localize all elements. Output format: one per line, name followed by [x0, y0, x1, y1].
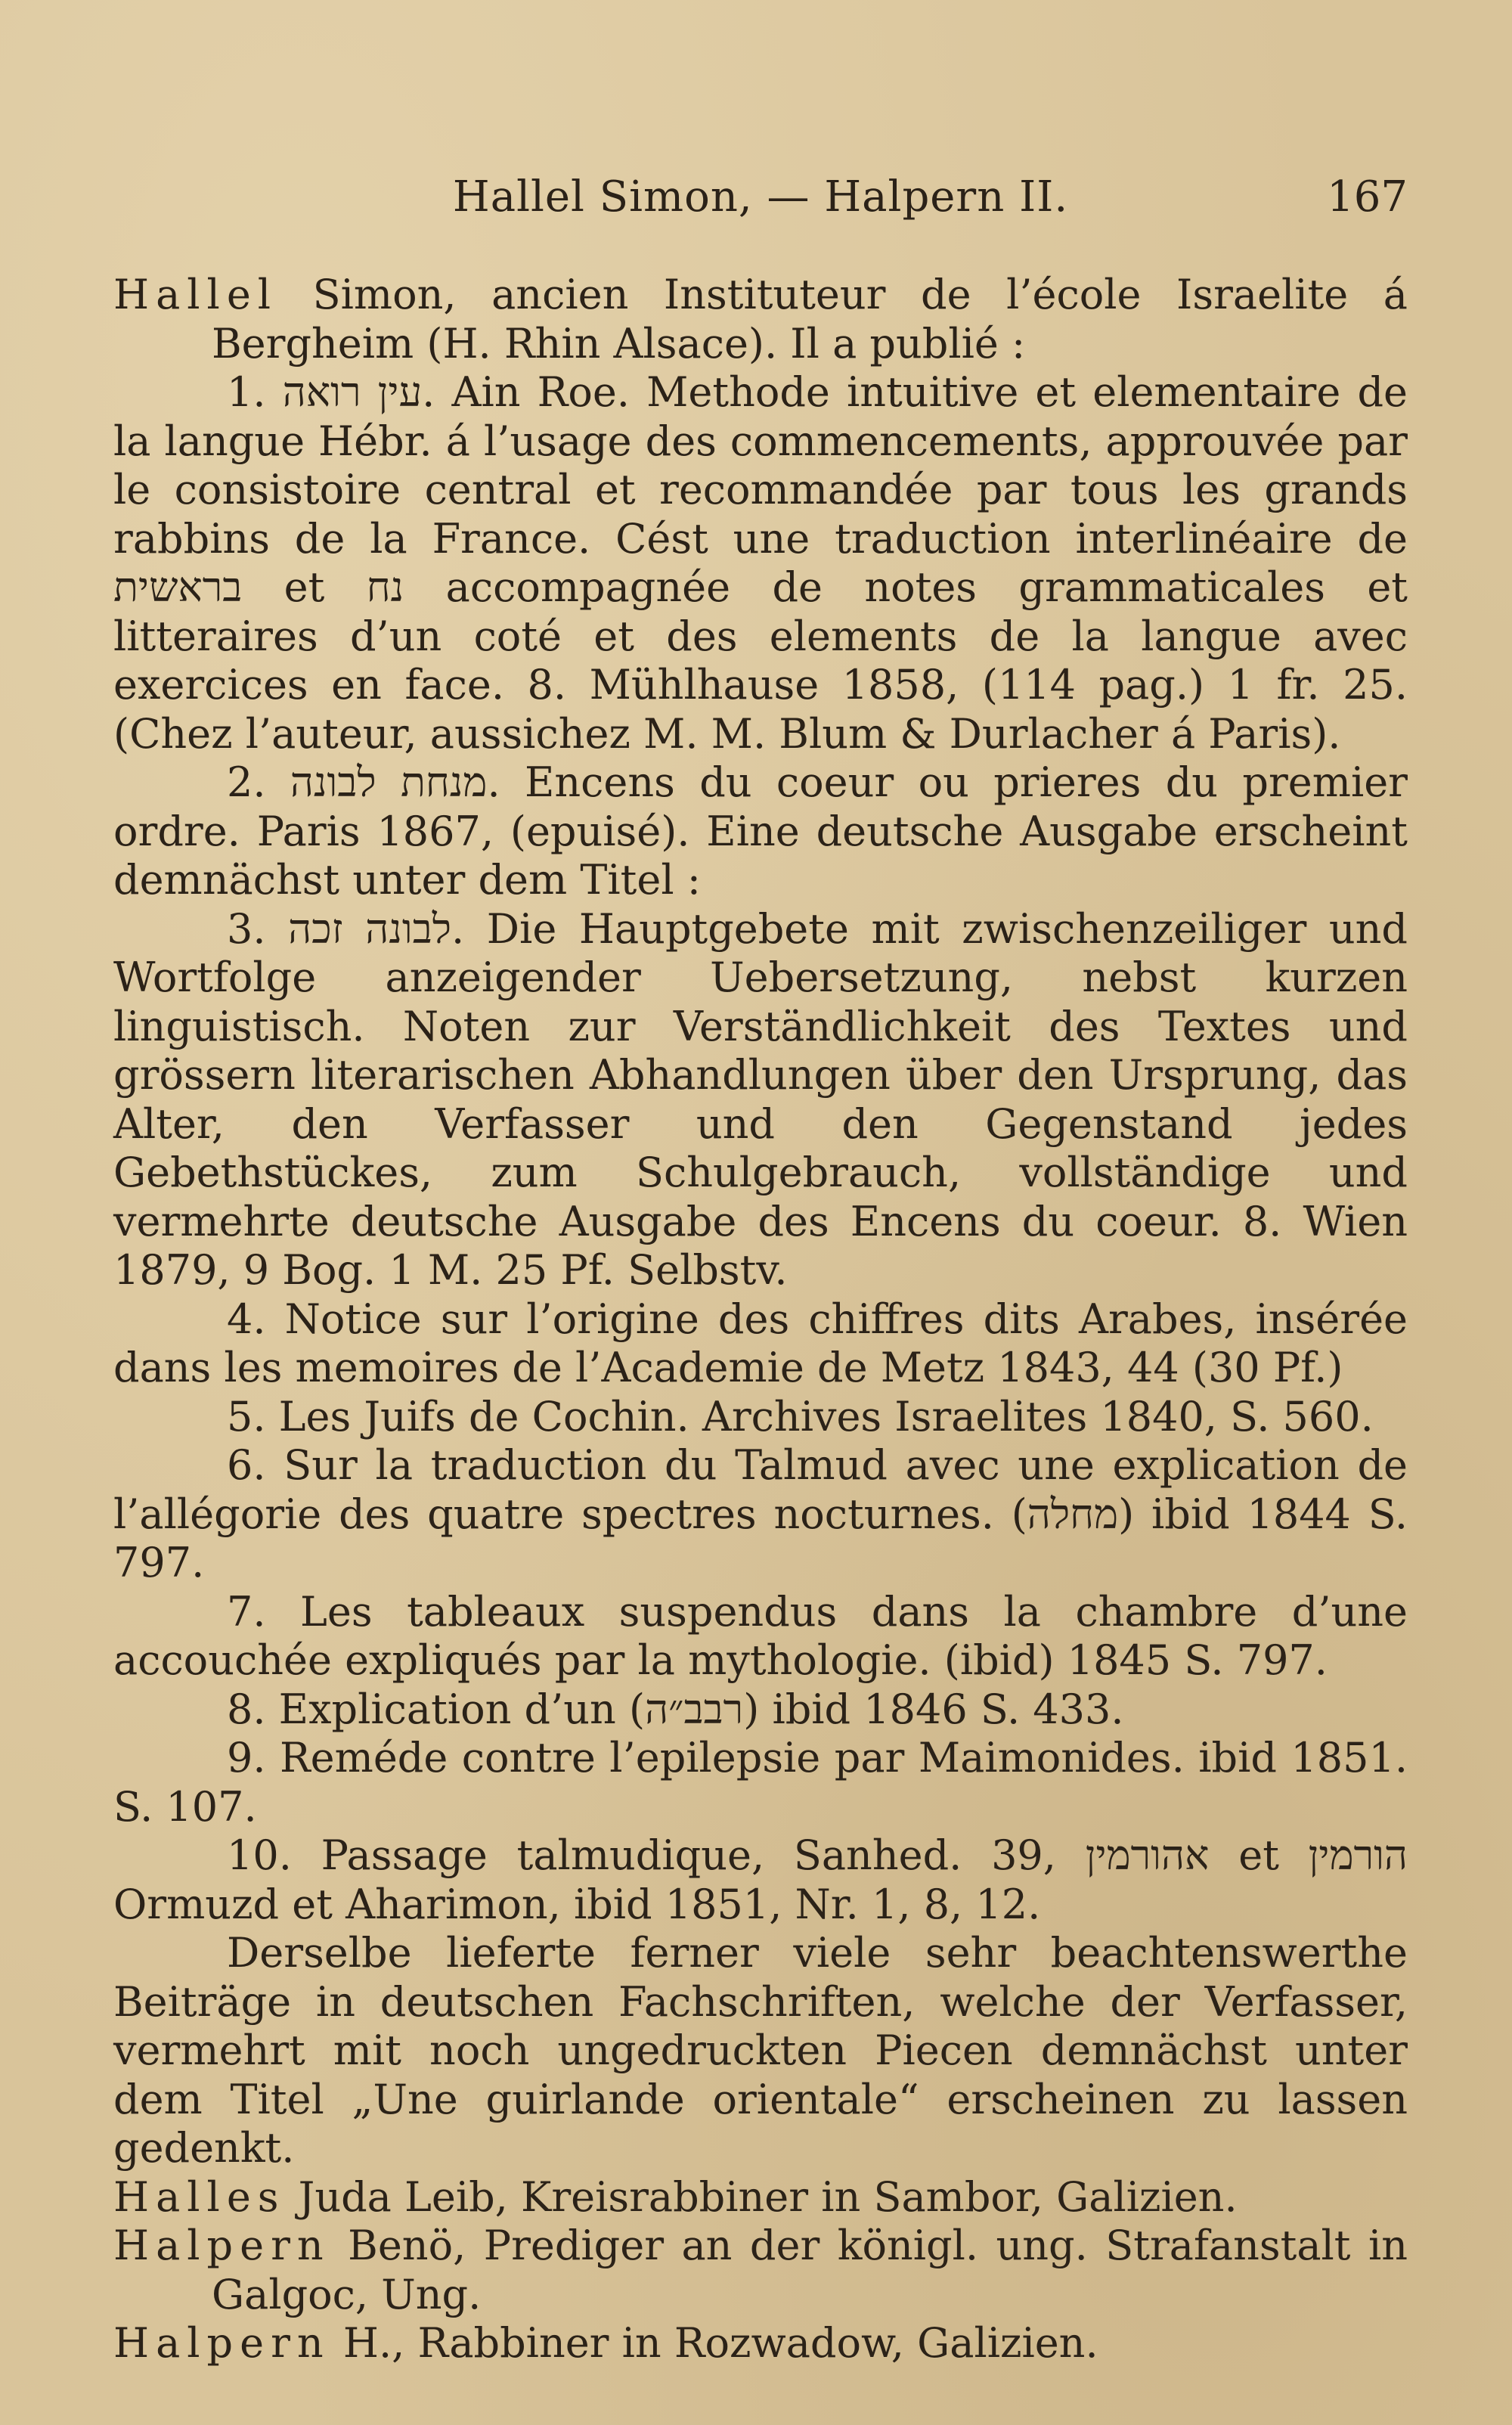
entry-halles-juda [113, 2173, 1408, 2222]
entry-name: Halpern [113, 2319, 330, 2367]
list-item: 7. Les tableaux suspendus dans la chambre d’une accouchée expliqués par la mythologie. (ibid) 1845 S. 797. [113, 1587, 1408, 1684]
list-item: 1. עין רואה. Ain Roe. Methode intuitive et elementaire de la langue Hébr. á l’usage des commencements, approuvée par le consistoire central et recommandée par tous les grands rabbins de la France. Cést une traduction interlinéaire de בראשית et נח accompagnée de notes grammaticales et litteraires d’un coté et des elements de la langue avec exercices en face. 8. Mühlhause 1858, (114 pag.) 1 fr. 25. (Chez l’auteur, aussichez M. M. Blum & Durlacher á Paris). [113, 368, 1408, 758]
page-number: 167 [1327, 172, 1408, 222]
entry-name: Hallel [113, 271, 278, 318]
list-item: 3. לבונה זכה. Die Hauptgebete mit zwischenzeiliger und Wortfolge anzeigender Uebersetzung, nebst kurzen linguistisch. Noten zur Verständlichkeit des Textes und grössern literarischen Abhandlungen über den Ursprung, das Alter, den Verfasser und den Gegenstand jedes Gebethstückes, zum Schulgebrauch, vollständige und vermehrte deutsche Ausgabe des Encens du coeur. 8. Wien 1879, 9 Bog. 1 M. 25 Pf. Selbstv. [113, 904, 1408, 1294]
entry-text: Juda Leib, Kreisrabbiner in Sambor, Galizien. [298, 2172, 1238, 2221]
header-title: Hallel Simon, — Halpern II. [452, 172, 1069, 222]
page-body [113, 271, 1408, 2368]
entry-name: Halles [113, 2172, 286, 2221]
entry-hallel-simon [113, 271, 1408, 368]
list-item: 8. Explication d’un (רבב״ה) ibid 1846 S. 433. [227, 1685, 1124, 1733]
list-item: 10. Passage talmudique, Sanhed. 39, אהורמין et הורמין Ormuzd et Aharimon, ibid 1851, Nr. 1, 8, 12. [113, 1831, 1408, 1928]
list-item: 2. מנחת לבונה. Encens du coeur ou prieres du premier ordre. Paris 1867, (epuisé). Eine deutsche Ausgabe erscheint demnächst unter dem Titel : [113, 758, 1408, 904]
list-item: 5. Les Juifs de Cochin. Archives Israelites 1840, S. 560. [227, 1392, 1374, 1440]
entry-halpern-beno [113, 2222, 1408, 2319]
entry-name: Halpern [113, 2222, 330, 2269]
entry-halpern-h [113, 2319, 1408, 2368]
closing-paragraph: Derselbe lieferte ferner viele sehr beachtenswerthe Beiträge in deutschen Fachschriften, welche der Verfasser, vermehrt mit noch ungedruckten Piecen demnächst unter dem Titel „Une guirlande orientale“ erscheinen zu lassen gedenkt. [113, 1929, 1408, 2172]
entry-text: Benö, Prediger an der königl. ung. Strafanstalt in Galgoc, Ung. [212, 2222, 1408, 2318]
entry-text: H., Rabbiner in Rozwadow, Galizien. [342, 2319, 1098, 2367]
running-header [113, 172, 1408, 233]
entry-text: Simon, ancien Instituteur de l’école Israelite á Bergheim (H. Rhin Alsace). Il a publié : [212, 271, 1408, 367]
list-item: 6. Sur la traduction du Talmud avec une explication de l’allégorie des quatre spectres nocturnes. (מחלה) ibid 1844 S. 797. [113, 1441, 1408, 1586]
list-item: 4. Notice sur l’origine des chiffres dits Arabes, insérée dans les memoires de l’Academie de Metz 1843, 44 (30 Pf.) [113, 1295, 1408, 1391]
list-item: 9. Reméde contre l’epilepsie par Maimonides. ibid 1851. S. 107. [113, 1734, 1408, 1831]
